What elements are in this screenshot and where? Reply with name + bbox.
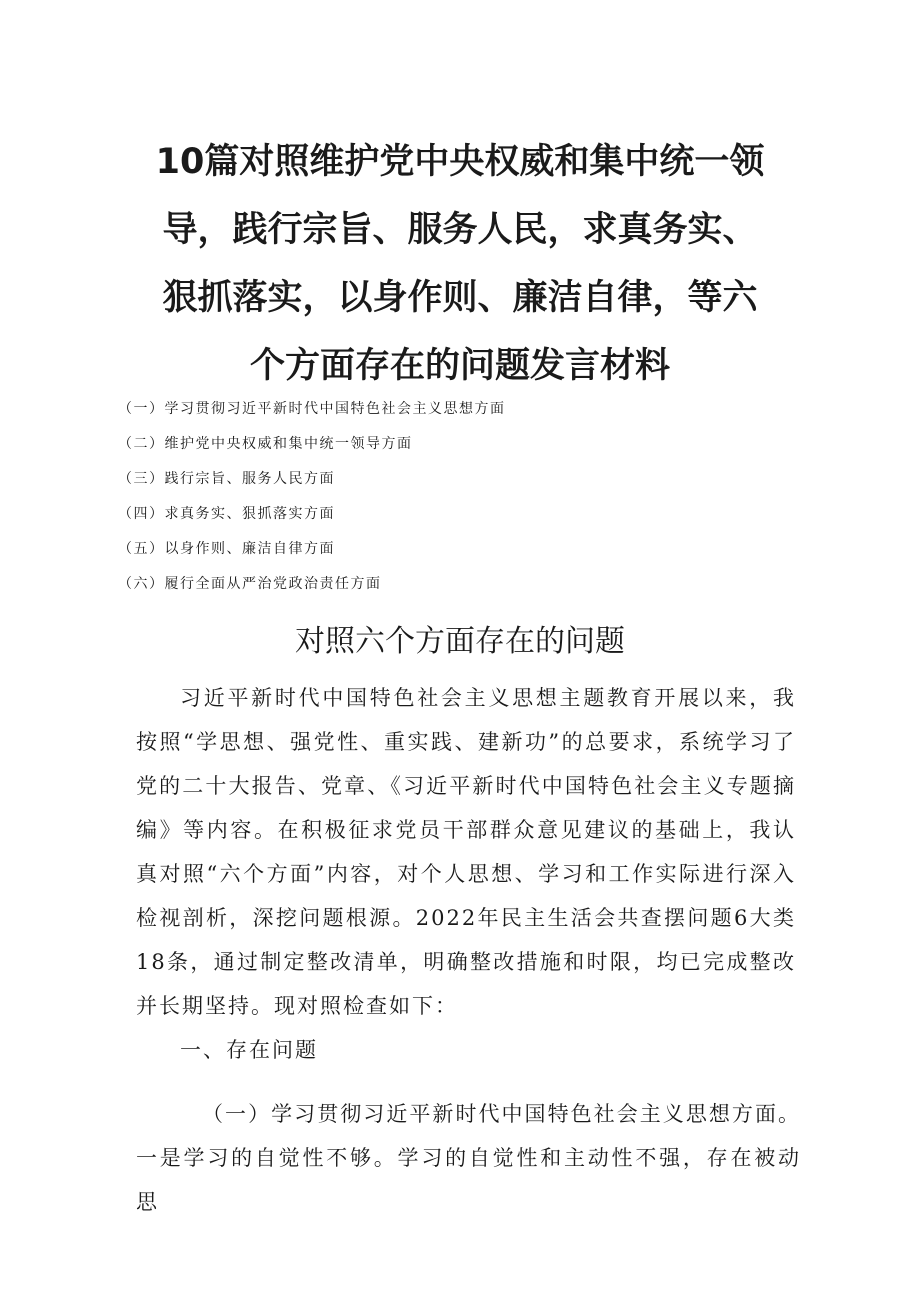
toc-item: （五）以身作则、廉洁自律方面 xyxy=(118,541,335,557)
body-text xyxy=(136,676,796,1072)
intro-paragraph: 习近平新时代中国特色社会主义思想主题教育开展以来，我按照“学思想、强党性、重实践、建新功”的总要求，系统学习了党的二十大报告、党章、《习近平新时代中国特色社会主义专题摘编》等内容。在积极征求党员干部群众意见建议的基础上，我认真对照“六个方面”内容，对个人思想、学习和工作实际进行深入检视剖析，深挖问题根源。2022年民主生活会共查摆问题6大类18条，通过制定整改清单，明确整改措施和时限，均已完成整改并长期坚持。现对照检查如下： xyxy=(136,686,796,1018)
document-title: 10篇对照维护党中央权威和集中统一领导，践行宗旨、服务人民，求真务实、狠抓落实，以身作则、廉洁自律，等六个方面存在的问题发言材料 xyxy=(155,142,765,386)
subsection-paragraph: （一）学习贯彻习近平新时代中国特色社会主义思想方面。一是学习的自觉性不够。学习的自觉性和主动性不强，存在被动思 xyxy=(136,1102,801,1214)
table-of-contents xyxy=(118,392,506,602)
toc-item: （二）维护党中央权威和集中统一领导方面 xyxy=(118,436,413,452)
toc-item: （三）践行宗旨、服务人民方面 xyxy=(118,471,335,487)
heading-existing-problems: 一、存在问题 xyxy=(180,1038,318,1062)
toc-item: （四）求真务实、狠抓落实方面 xyxy=(118,506,335,522)
subsection-text xyxy=(136,1092,801,1224)
section-title: 对照六个方面存在的问题 xyxy=(295,624,625,659)
toc-item: （一）学习贯彻习近平新时代中国特色社会主义思想方面 xyxy=(118,401,506,417)
toc-item: （六）履行全面从严治党政治责任方面 xyxy=(118,576,382,592)
